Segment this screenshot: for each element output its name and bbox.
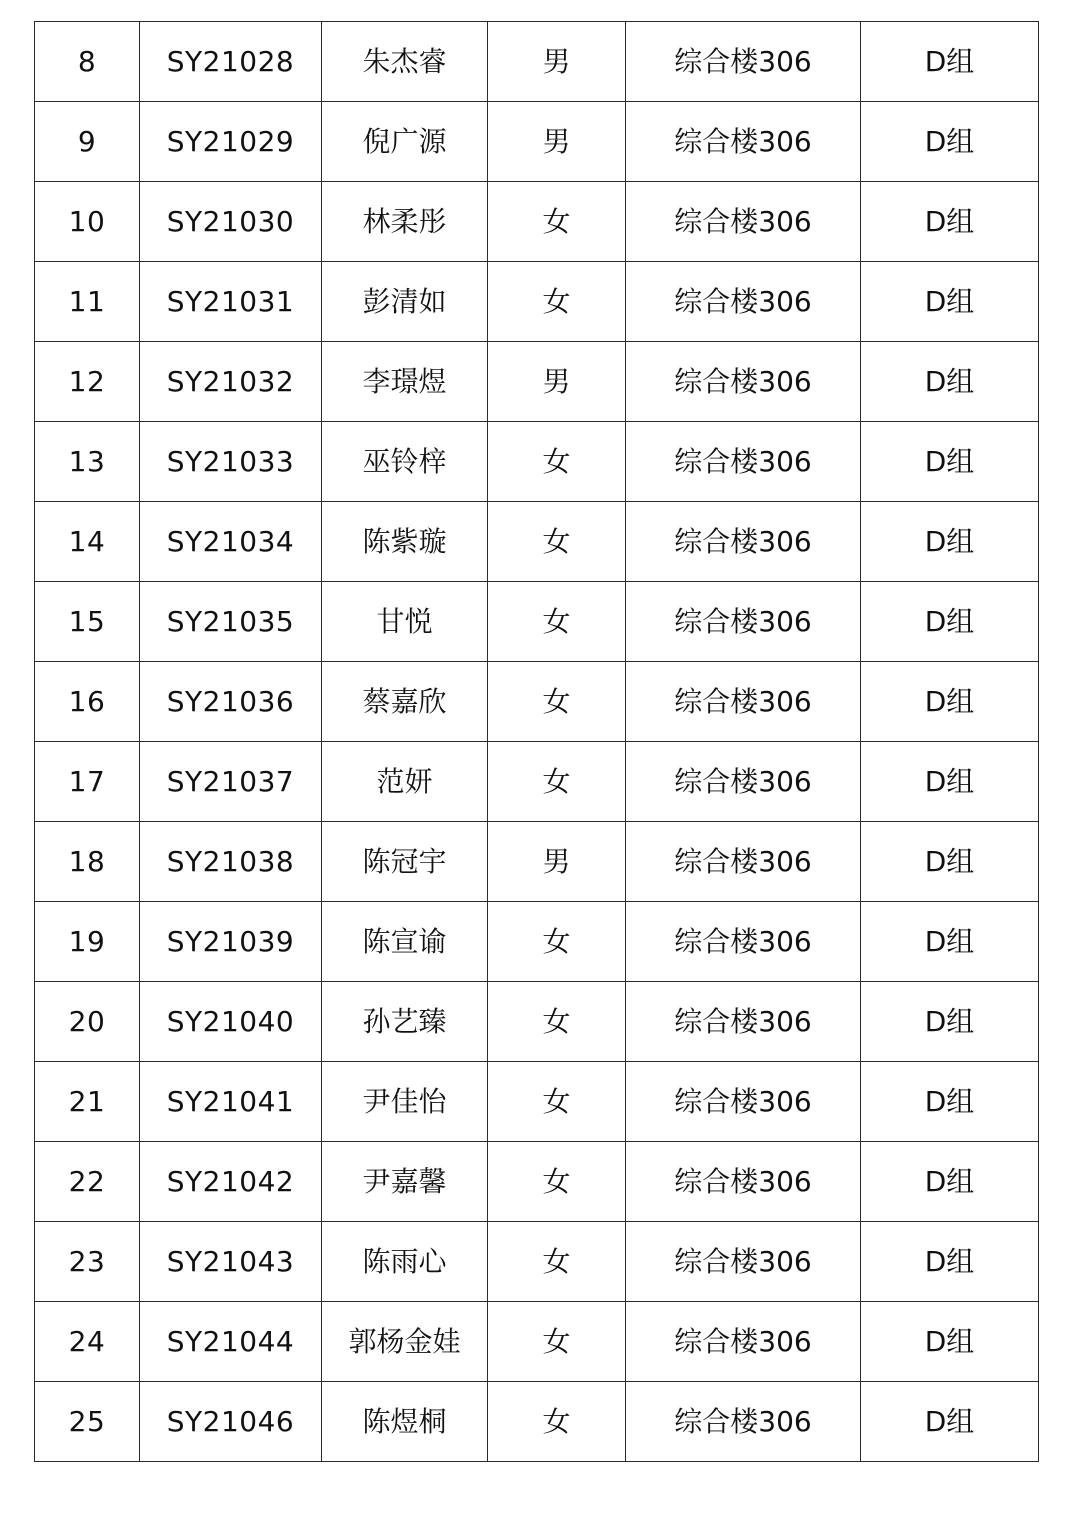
gender-cell: 男 bbox=[488, 822, 626, 902]
group-cell: D组 bbox=[861, 1382, 1039, 1462]
student-id-cell: SY21043 bbox=[140, 1222, 322, 1302]
table-row bbox=[35, 822, 1039, 902]
exam-room-cell: 综合楼306 bbox=[626, 102, 861, 182]
row-number-cell: 8 bbox=[35, 22, 140, 102]
row-number-cell: 13 bbox=[35, 422, 140, 502]
student-id-cell: SY21042 bbox=[140, 1142, 322, 1222]
roster-sheet bbox=[34, 21, 1038, 1462]
row-number-cell: 12 bbox=[35, 342, 140, 422]
row-number-cell: 14 bbox=[35, 502, 140, 582]
group-cell: D组 bbox=[861, 1142, 1039, 1222]
student-id-cell: SY21029 bbox=[140, 102, 322, 182]
exam-room-cell: 综合楼306 bbox=[626, 1302, 861, 1382]
roster-table bbox=[34, 21, 1039, 1462]
student-id-cell: SY21046 bbox=[140, 1382, 322, 1462]
gender-cell: 女 bbox=[488, 1302, 626, 1382]
group-cell: D组 bbox=[861, 1302, 1039, 1382]
student-name-cell: 李璟煜 bbox=[322, 342, 488, 422]
student-id-cell: SY21044 bbox=[140, 1302, 322, 1382]
gender-cell: 女 bbox=[488, 262, 626, 342]
exam-room-cell: 综合楼306 bbox=[626, 342, 861, 422]
row-number-cell: 22 bbox=[35, 1142, 140, 1222]
exam-room-cell: 综合楼306 bbox=[626, 262, 861, 342]
student-name-cell: 巫铃梓 bbox=[322, 422, 488, 502]
group-cell: D组 bbox=[861, 22, 1039, 102]
exam-room-cell: 综合楼306 bbox=[626, 422, 861, 502]
group-cell: D组 bbox=[861, 1062, 1039, 1142]
table-row bbox=[35, 902, 1039, 982]
table-row bbox=[35, 422, 1039, 502]
student-name-cell: 甘悦 bbox=[322, 582, 488, 662]
table-row bbox=[35, 1222, 1039, 1302]
gender-cell: 女 bbox=[488, 1222, 626, 1302]
table-row bbox=[35, 102, 1039, 182]
student-id-cell: SY21034 bbox=[140, 502, 322, 582]
student-name-cell: 陈冠宇 bbox=[322, 822, 488, 902]
row-number-cell: 21 bbox=[35, 1062, 140, 1142]
row-number-cell: 25 bbox=[35, 1382, 140, 1462]
table-row bbox=[35, 22, 1039, 102]
student-name-cell: 彭清如 bbox=[322, 262, 488, 342]
exam-room-cell: 综合楼306 bbox=[626, 1382, 861, 1462]
group-cell: D组 bbox=[861, 582, 1039, 662]
row-number-cell: 18 bbox=[35, 822, 140, 902]
gender-cell: 女 bbox=[488, 502, 626, 582]
row-number-cell: 24 bbox=[35, 1302, 140, 1382]
row-number-cell: 20 bbox=[35, 982, 140, 1062]
table-row bbox=[35, 342, 1039, 422]
gender-cell: 女 bbox=[488, 182, 626, 262]
student-id-cell: SY21040 bbox=[140, 982, 322, 1062]
group-cell: D组 bbox=[861, 742, 1039, 822]
group-cell: D组 bbox=[861, 262, 1039, 342]
student-id-cell: SY21038 bbox=[140, 822, 322, 902]
table-row bbox=[35, 1382, 1039, 1462]
exam-room-cell: 综合楼306 bbox=[626, 22, 861, 102]
exam-room-cell: 综合楼306 bbox=[626, 1222, 861, 1302]
student-name-cell: 林柔彤 bbox=[322, 182, 488, 262]
student-name-cell: 孙艺臻 bbox=[322, 982, 488, 1062]
group-cell: D组 bbox=[861, 422, 1039, 502]
student-name-cell: 朱杰睿 bbox=[322, 22, 488, 102]
student-name-cell: 蔡嘉欣 bbox=[322, 662, 488, 742]
exam-room-cell: 综合楼306 bbox=[626, 502, 861, 582]
gender-cell: 男 bbox=[488, 342, 626, 422]
group-cell: D组 bbox=[861, 902, 1039, 982]
student-name-cell: 范妍 bbox=[322, 742, 488, 822]
gender-cell: 女 bbox=[488, 422, 626, 502]
row-number-cell: 9 bbox=[35, 102, 140, 182]
student-id-cell: SY21036 bbox=[140, 662, 322, 742]
student-name-cell: 倪广源 bbox=[322, 102, 488, 182]
gender-cell: 女 bbox=[488, 582, 626, 662]
gender-cell: 女 bbox=[488, 742, 626, 822]
table-row bbox=[35, 742, 1039, 822]
group-cell: D组 bbox=[861, 822, 1039, 902]
student-name-cell: 郭杨金娃 bbox=[322, 1302, 488, 1382]
table-row bbox=[35, 582, 1039, 662]
exam-room-cell: 综合楼306 bbox=[626, 582, 861, 662]
exam-room-cell: 综合楼306 bbox=[626, 662, 861, 742]
group-cell: D组 bbox=[861, 502, 1039, 582]
row-number-cell: 16 bbox=[35, 662, 140, 742]
table-row bbox=[35, 502, 1039, 582]
group-cell: D组 bbox=[861, 1222, 1039, 1302]
student-id-cell: SY21030 bbox=[140, 182, 322, 262]
student-id-cell: SY21031 bbox=[140, 262, 322, 342]
row-number-cell: 15 bbox=[35, 582, 140, 662]
student-name-cell: 陈紫璇 bbox=[322, 502, 488, 582]
gender-cell: 女 bbox=[488, 1382, 626, 1462]
table-row bbox=[35, 1142, 1039, 1222]
group-cell: D组 bbox=[861, 182, 1039, 262]
table-row bbox=[35, 1302, 1039, 1382]
exam-room-cell: 综合楼306 bbox=[626, 822, 861, 902]
gender-cell: 女 bbox=[488, 902, 626, 982]
exam-room-cell: 综合楼306 bbox=[626, 182, 861, 262]
gender-cell: 女 bbox=[488, 1142, 626, 1222]
gender-cell: 男 bbox=[488, 102, 626, 182]
group-cell: D组 bbox=[861, 342, 1039, 422]
student-id-cell: SY21039 bbox=[140, 902, 322, 982]
student-name-cell: 陈雨心 bbox=[322, 1222, 488, 1302]
row-number-cell: 23 bbox=[35, 1222, 140, 1302]
table-row bbox=[35, 262, 1039, 342]
gender-cell: 男 bbox=[488, 22, 626, 102]
group-cell: D组 bbox=[861, 982, 1039, 1062]
table-row bbox=[35, 182, 1039, 262]
student-name-cell: 陈煜桐 bbox=[322, 1382, 488, 1462]
student-id-cell: SY21028 bbox=[140, 22, 322, 102]
group-cell: D组 bbox=[861, 102, 1039, 182]
gender-cell: 女 bbox=[488, 1062, 626, 1142]
gender-cell: 女 bbox=[488, 982, 626, 1062]
student-name-cell: 陈宣谕 bbox=[322, 902, 488, 982]
table-row bbox=[35, 982, 1039, 1062]
exam-room-cell: 综合楼306 bbox=[626, 982, 861, 1062]
row-number-cell: 17 bbox=[35, 742, 140, 822]
student-id-cell: SY21037 bbox=[140, 742, 322, 822]
student-name-cell: 尹佳怡 bbox=[322, 1062, 488, 1142]
student-id-cell: SY21032 bbox=[140, 342, 322, 422]
row-number-cell: 10 bbox=[35, 182, 140, 262]
row-number-cell: 11 bbox=[35, 262, 140, 342]
exam-room-cell: 综合楼306 bbox=[626, 1062, 861, 1142]
exam-room-cell: 综合楼306 bbox=[626, 902, 861, 982]
roster-table-body bbox=[35, 22, 1039, 1462]
table-row bbox=[35, 1062, 1039, 1142]
gender-cell: 女 bbox=[488, 662, 626, 742]
student-id-cell: SY21035 bbox=[140, 582, 322, 662]
group-cell: D组 bbox=[861, 662, 1039, 742]
student-id-cell: SY21041 bbox=[140, 1062, 322, 1142]
row-number-cell: 19 bbox=[35, 902, 140, 982]
student-id-cell: SY21033 bbox=[140, 422, 322, 502]
table-row bbox=[35, 662, 1039, 742]
exam-room-cell: 综合楼306 bbox=[626, 1142, 861, 1222]
exam-room-cell: 综合楼306 bbox=[626, 742, 861, 822]
student-name-cell: 尹嘉馨 bbox=[322, 1142, 488, 1222]
